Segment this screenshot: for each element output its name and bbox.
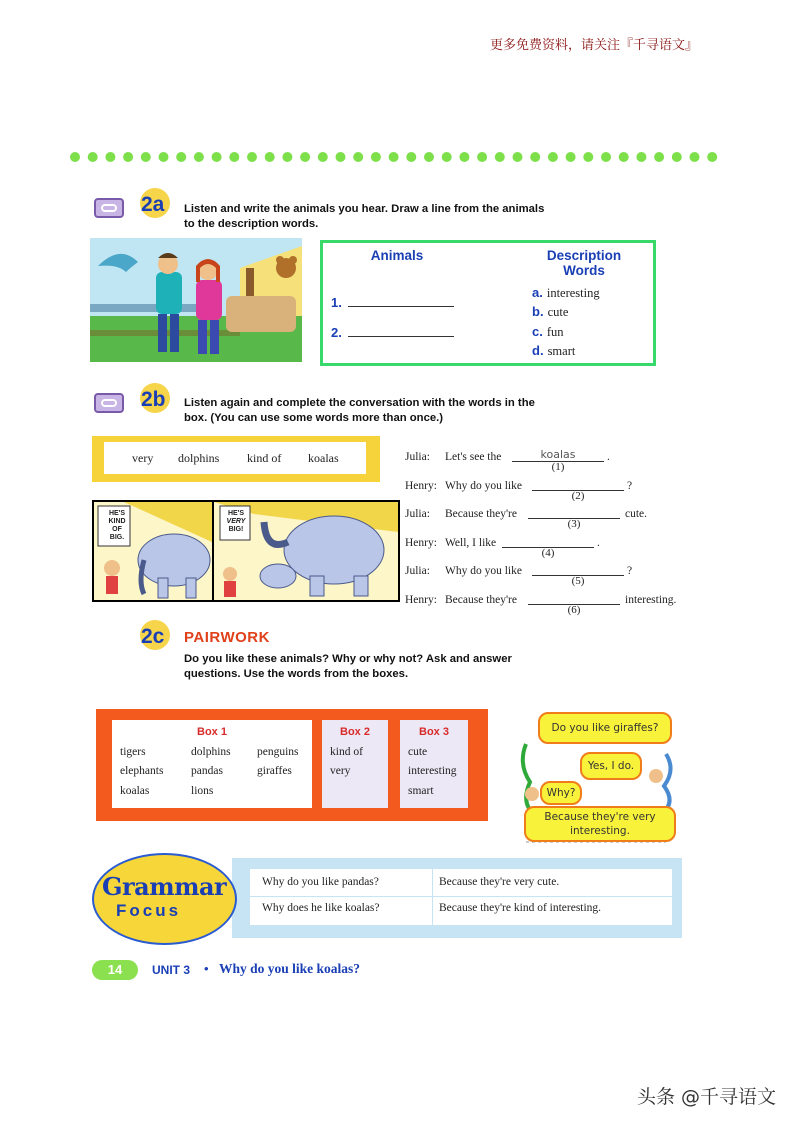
conv-end-1: . [607,451,610,463]
divider-dot [636,152,646,162]
instruction-2b-line1: Listen again and complete the conversation with the words in the [184,397,535,409]
divider-dot [70,152,80,162]
box3-word: interesting [408,765,457,777]
divider-dot [353,152,363,162]
box2-word: very [330,765,351,777]
word-box-item: kind of [247,451,282,465]
divider-dot [513,152,523,162]
zoo-illustration [90,238,302,362]
unit-label: UNIT 3 [152,963,191,977]
divider-dot [424,152,434,162]
speech-line: BIG. [109,534,125,541]
grammar-focus-title-2: Focus [116,901,182,920]
conv-end-3: cute. [625,508,648,520]
divider-dot [247,152,257,162]
box1-word: lions [191,785,214,797]
header-note: 更多免费资料，请关注『千寻语文』 [489,38,698,53]
instruction-2c-line1: Do you like these animals? Why or why not? Ask and answer [184,653,512,665]
conv-text-6: Because they're [445,594,517,606]
conv-speaker-5: Julia: [405,565,430,577]
conv-end-4: . [597,537,600,549]
section-label-2c: 2c [141,625,165,648]
bubble-line: Because they're very [544,811,656,823]
speech-bubble-3: Why? [540,781,582,805]
divider-dot [495,152,505,162]
divider-dot [194,152,204,162]
divider-dot [548,152,558,162]
description-header-line1: Description [546,248,622,263]
watermark: 头条 @千寻语文 [636,1086,776,1108]
description-letter: c. [532,324,543,339]
conv-speaker-1: Julia: [405,451,430,463]
page-number: 14 [92,960,138,980]
comic-speech-2 [222,510,250,534]
section-label-2a: 2a [141,193,165,216]
divider-dot [530,152,540,162]
divider-dot [176,152,186,162]
word-box-item: very [132,451,154,465]
description-item-d [532,342,575,360]
footer-bullet: • [204,961,209,976]
speech-bubble-1: Do you like giraffes? [538,712,672,744]
box1-title: Box 1 [197,726,227,738]
divider-dot [442,152,452,162]
grammar-divider [250,896,672,897]
instruction-2b-line2: box. (You can use some words more than once.) [184,412,444,424]
box1-word: pandas [191,765,223,777]
comic-speech-1 [103,510,131,542]
conv-num-4: (4) [541,547,555,559]
animals-header: Animals [370,248,424,263]
grammar-question-2: Why does he like koalas? [262,902,380,914]
description-word: fun [546,325,564,339]
divider-dot [318,152,328,162]
description-word: interesting [546,286,600,300]
description-letter: a. [532,285,543,300]
description-item-b [532,303,568,321]
box1-word: koalas [120,785,150,797]
divider-dot [159,152,169,162]
divider-dot [601,152,611,162]
speech-line: KIND [108,518,126,525]
conv-speaker-2: Henry: [405,480,437,492]
conv-text-3: Because they're [445,508,517,520]
box1-word: dolphins [191,746,231,758]
divider-dot [690,152,700,162]
divider-dot [141,152,151,162]
box3-word: smart [408,785,434,797]
grammar-question-1: Why do you like pandas? [262,876,379,888]
conv-num-5: (5) [571,575,585,587]
box3-title: Box 3 [419,726,449,738]
word-box-item: dolphins [178,451,220,465]
box1-word: tigers [120,746,146,758]
conv-text-5: Why do you like [445,565,522,577]
audio-tape-icon [94,198,124,218]
divider-dot [406,152,416,162]
blank-number-1: 1. [331,295,342,310]
divider-dot [282,152,292,162]
conv-speaker-6: Henry: [405,594,437,606]
divider-dot [459,152,469,162]
conv-end-6: interesting. [625,594,677,606]
speech-line: BIG! [228,526,244,533]
divider-dot [389,152,399,162]
divider-dot [707,152,717,162]
box3-word: cute [408,746,428,758]
speech-line: OF [112,526,122,533]
divider-dot [477,152,487,162]
bubble-line: interesting. [570,825,630,837]
grammar-focus-title-1: Grammar [102,872,227,901]
section-label-2b: 2b [141,388,166,411]
conv-answer-1: koalas [540,448,576,461]
description-word: smart [547,344,576,358]
speech-line: VERY [226,518,246,525]
divider-dot [88,152,98,162]
box2-title: Box 2 [340,726,370,738]
divider-dot [583,152,593,162]
speech-line: HE'S [108,510,126,517]
box1-word: giraffes [257,765,292,777]
conv-end-2: ? [627,480,633,492]
conv-num-6: (6) [567,604,581,616]
divider-dot [672,152,682,162]
description-letter: d. [532,343,544,358]
speech-bubble-2: Yes, I do. [580,752,642,780]
description-word: cute [547,305,569,319]
blank-line-1[interactable] [348,306,454,307]
pairwork-title: PAIRWORK [184,629,270,646]
grammar-divider [432,869,433,925]
conv-text-1: Let's see the [445,451,502,463]
conv-text-2: Why do you like [445,480,522,492]
divider-dot [619,152,629,162]
divider-dot [105,152,115,162]
grammar-answer-1: Because they're very cute. [439,876,560,888]
divider-dot [336,152,346,162]
description-header-line2: Words [563,263,605,278]
divider-dot [212,152,222,162]
description-header [526,248,642,278]
instruction-2a-line2: to the description words. [184,218,319,230]
conv-speaker-4: Henry: [405,537,437,549]
divider-dot [123,152,133,162]
description-item-c [532,323,564,341]
box1-word: penguins [257,746,299,758]
blank-line-2[interactable] [348,336,454,337]
divider-dot [566,152,576,162]
word-box-item: koalas [308,451,339,465]
instruction-2a-line1: Listen and write the animals you hear. Draw a line from the animals [184,203,545,215]
conv-speaker-3: Julia: [405,508,430,520]
conv-num-1: (1) [551,461,565,473]
conv-end-5: ? [627,565,633,577]
divider-dot [371,152,381,162]
divider-dot [654,152,664,162]
conv-num-3: (3) [567,518,581,530]
divider-dot [300,152,310,162]
speech-bubble-4 [524,806,676,842]
divider-dot [229,152,239,162]
instruction-2c-line2: questions. Use the words from the boxes. [184,668,409,680]
description-item-a [532,284,600,302]
divider-dot [265,152,275,162]
speech-line: HE'S [227,510,245,517]
grammar-answer-2: Because they're kind of interesting. [439,902,602,914]
box1-word: elephants [120,765,164,777]
unit-title: Why do you like koalas? [219,961,361,976]
conv-text-4: Well, I like [445,537,497,549]
audio-tape-icon [94,393,124,413]
box2-word: kind of [330,746,363,758]
conv-num-2: (2) [571,490,585,502]
description-letter: b. [532,304,544,319]
blank-number-2: 2. [331,325,342,340]
dotted-divider [68,150,720,164]
